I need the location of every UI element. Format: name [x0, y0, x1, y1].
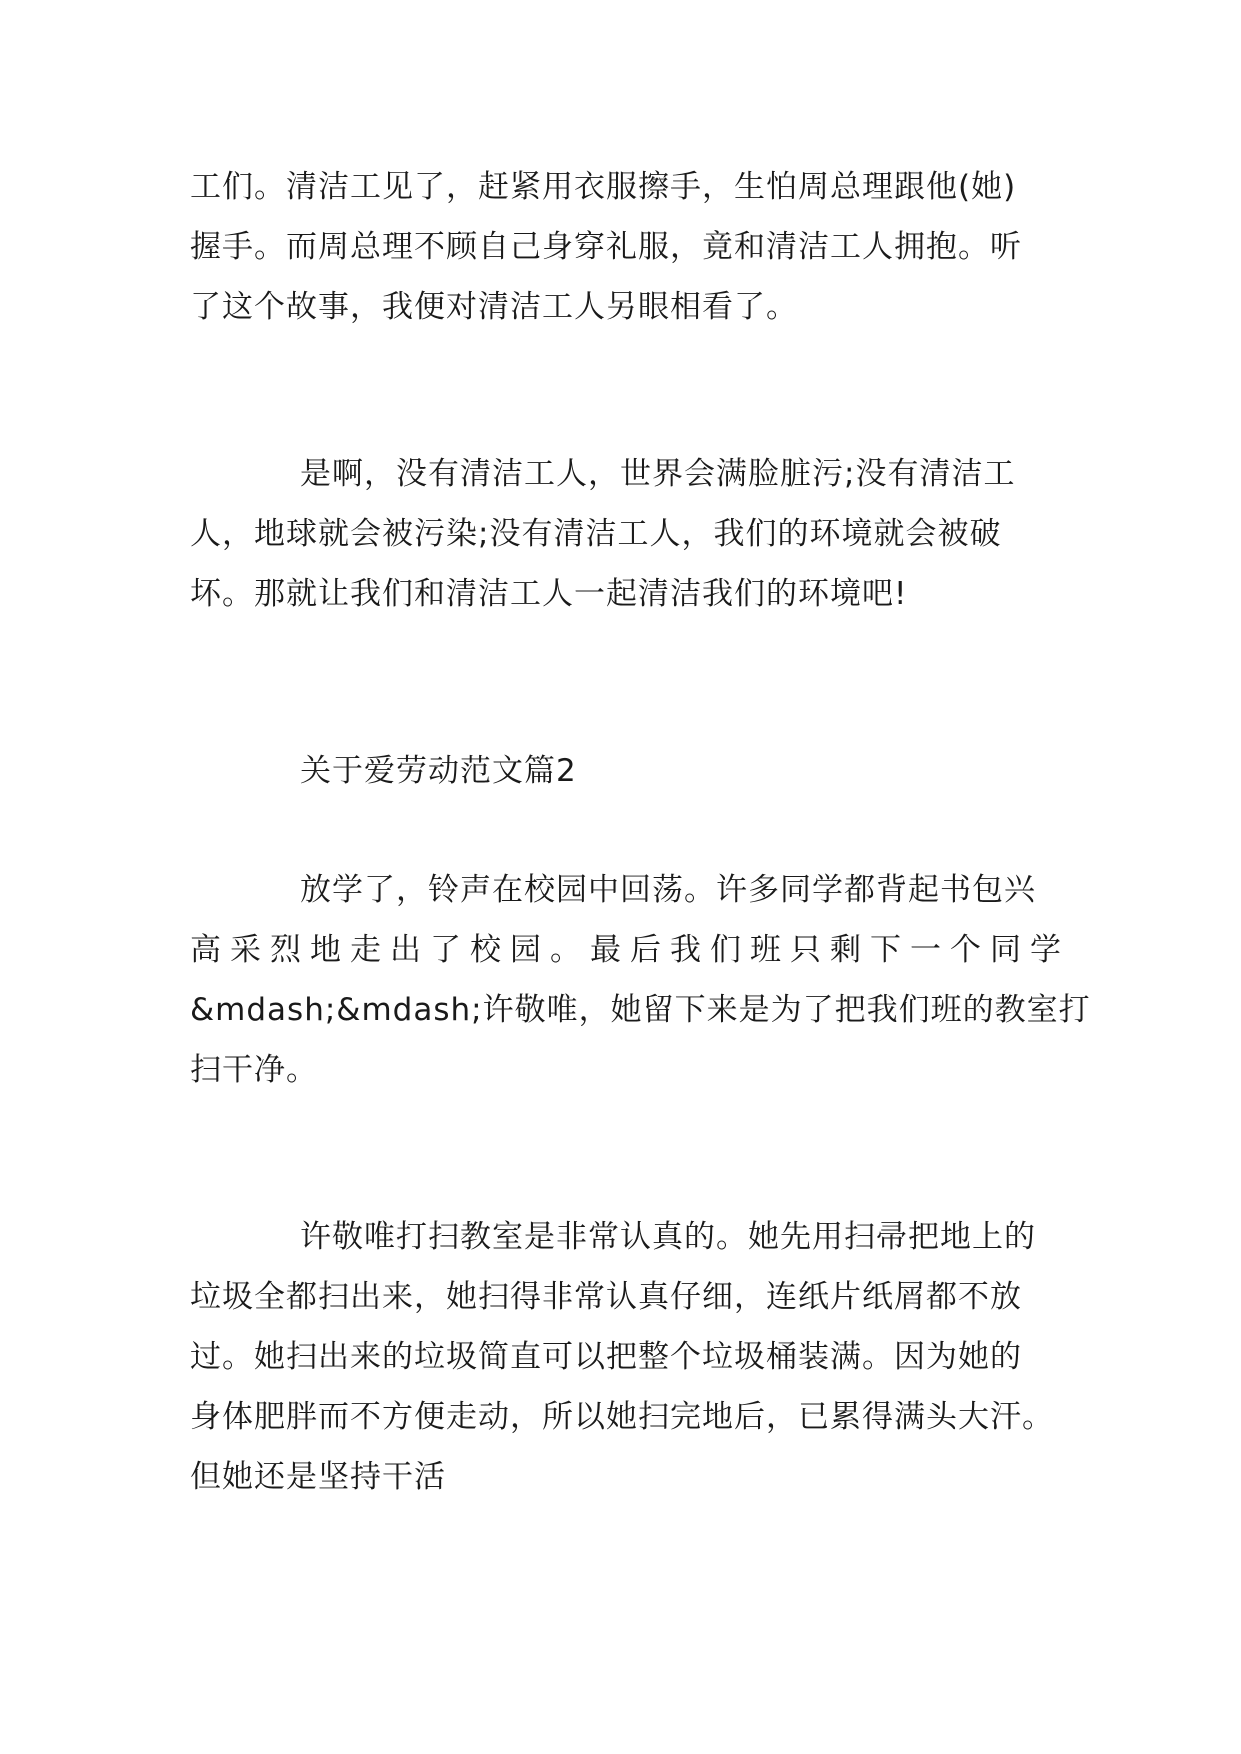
text-line: 过。她扫出来的垃圾简直可以把整个垃圾桶装满。因为她的: [190, 1339, 1022, 1375]
text-line: 握手。而周总理不顾自己身穿礼服，竟和清洁工人拥抱。听: [190, 229, 1022, 265]
text-line: 放学了，铃声在校园中回荡。许多同学都背起书包兴: [300, 872, 1036, 908]
text-line: 高采烈地走出了校园。最后我们班只剩下一个同学: [190, 932, 1070, 968]
paragraph-after-school: [190, 860, 1091, 1100]
text-line: 工们。清洁工见了，赶紧用衣服擦手，生怕周总理跟他(她): [190, 169, 1017, 205]
text-line: 人，地球就会被污染;没有清洁工人，我们的环境就会被破: [190, 516, 1002, 552]
text-line: 但她还是坚持干活: [190, 1459, 446, 1495]
text-line: 坏。那就让我们和清洁工人一起清洁我们的环境吧!: [190, 576, 908, 612]
paragraph-conclusion: [190, 444, 1060, 624]
text-line: 扫干净。: [190, 1052, 318, 1088]
paragraph-sweeping: [190, 1207, 1060, 1507]
text-line: 许敬唯打扫教室是非常认真的。她先用扫帚把地上的: [300, 1219, 1036, 1255]
paragraph-cleaner-story: [190, 157, 1060, 337]
section-heading: [190, 741, 1060, 801]
text-line: 是啊，没有清洁工人，世界会满脸脏污;没有清洁工: [300, 456, 1016, 492]
text-line: 身体肥胖而不方便走动，所以她扫完地后，已累得满头大汗。: [190, 1399, 1054, 1435]
text-line: 了这个故事，我便对清洁工人另眼相看了。: [190, 289, 798, 325]
section-title: 关于爱劳动范文篇2: [300, 753, 577, 789]
text-line: 垃圾全都扫出来，她扫得非常认真仔细，连纸片纸屑都不放: [190, 1279, 1022, 1315]
text-line: &mdash;&mdash;许敬唯，她留下来是为了把我们班的教室打: [190, 992, 1091, 1028]
